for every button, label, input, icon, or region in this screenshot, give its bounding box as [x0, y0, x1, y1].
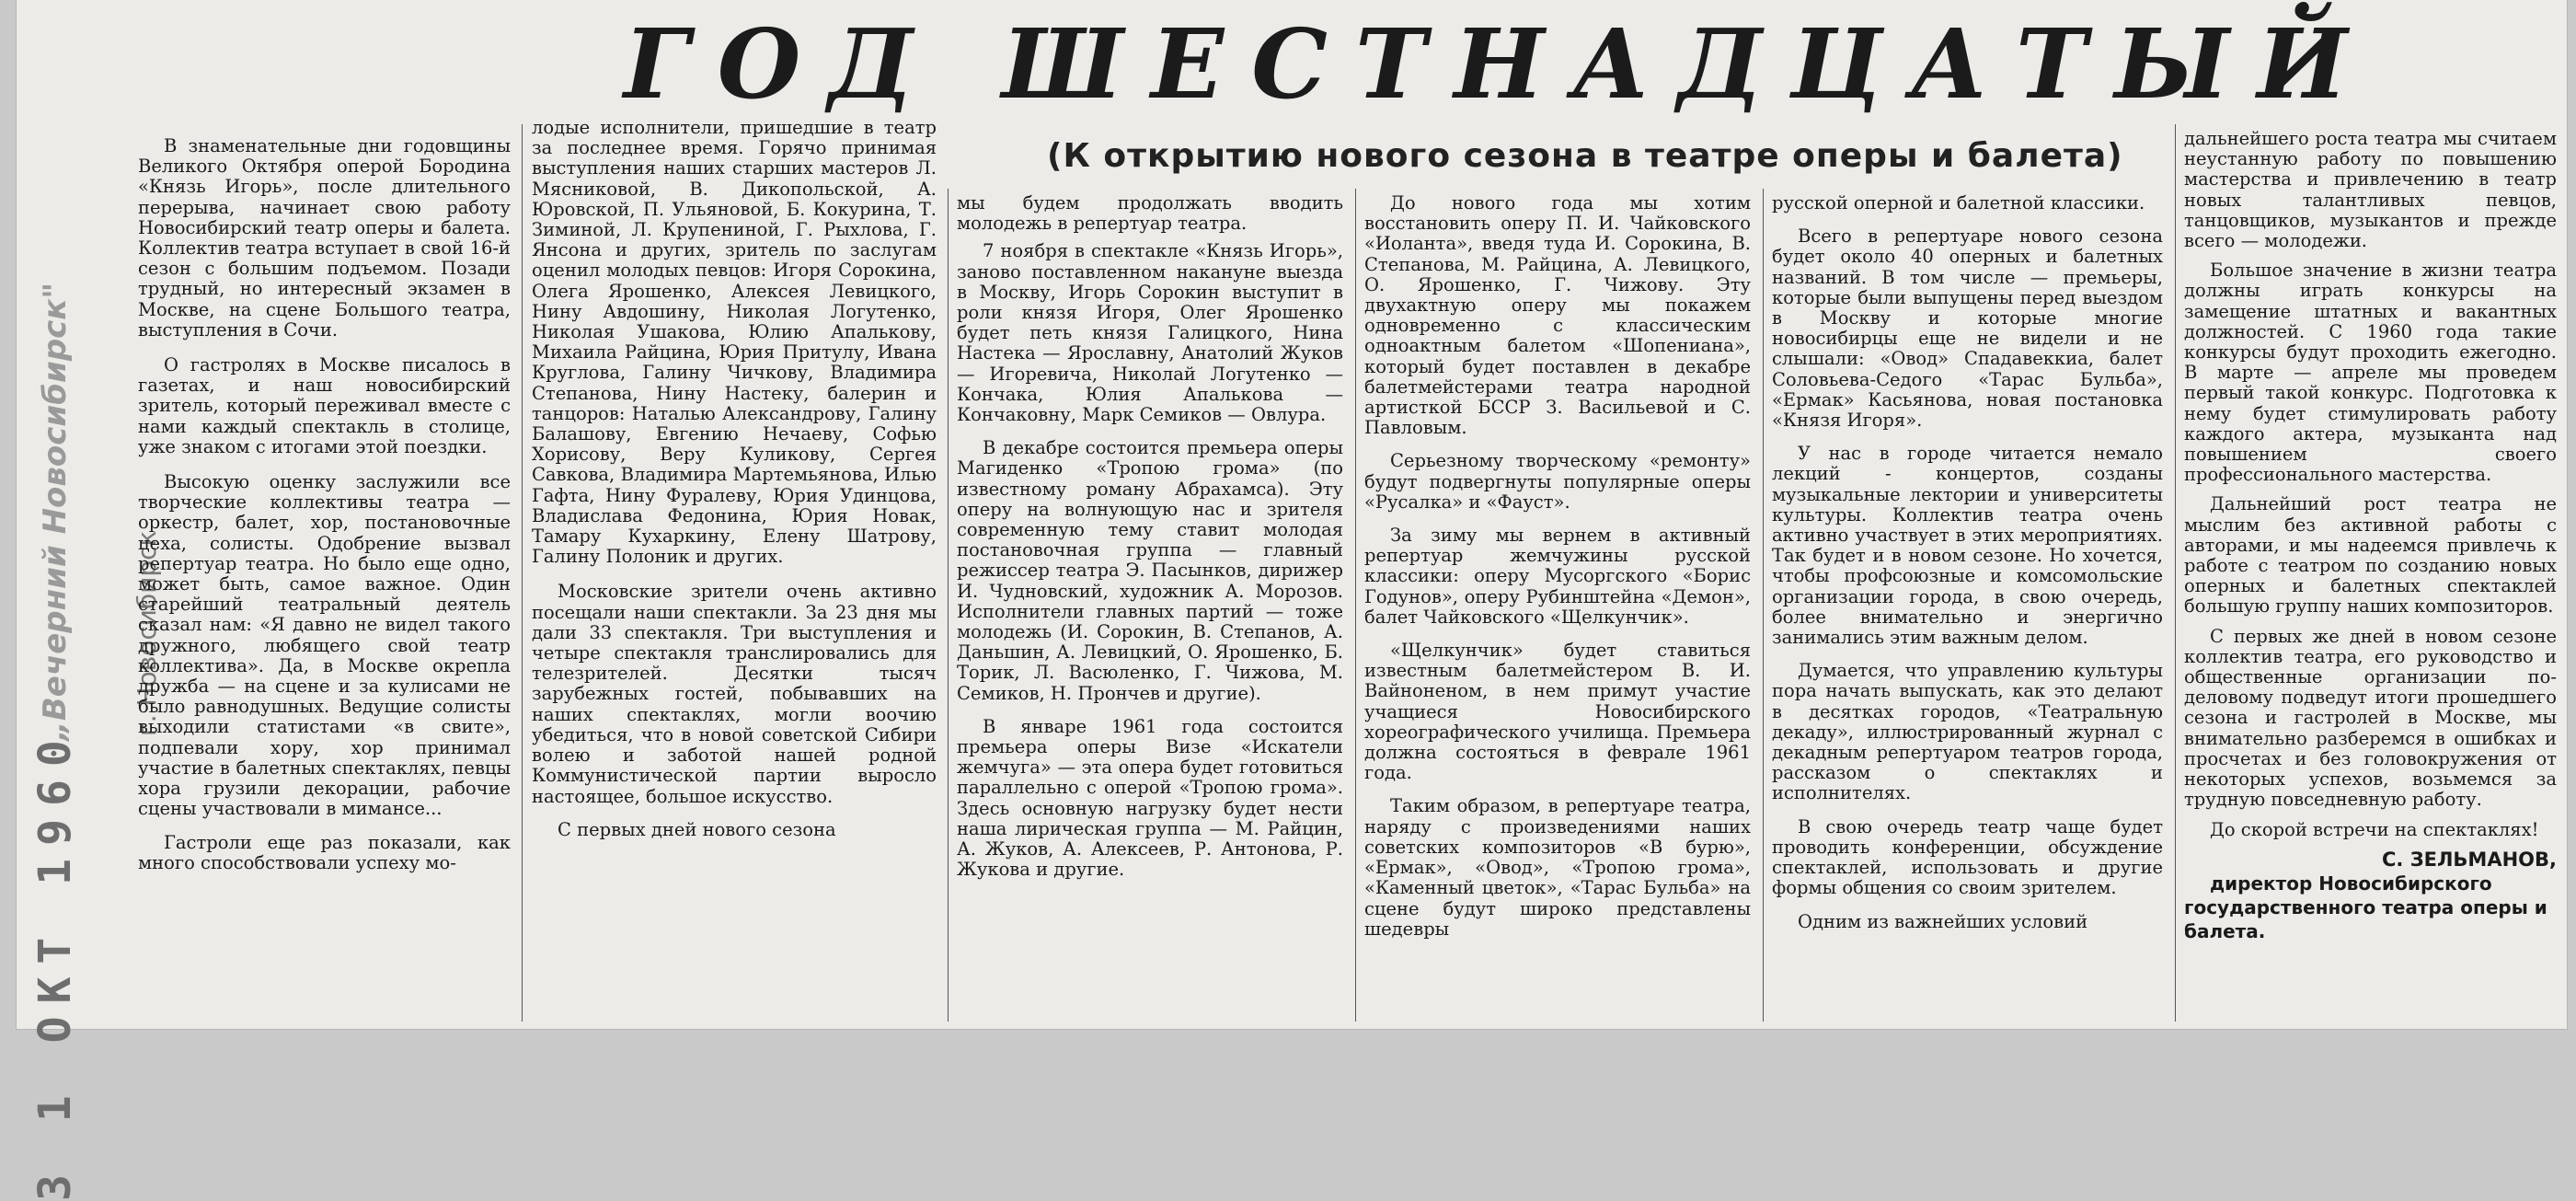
article-column-3 — [957, 193, 1343, 1022]
article-column-5 — [1772, 193, 2163, 1022]
article-column-2 — [532, 118, 937, 1020]
paragraph: С первых дней нового сезона — [558, 818, 836, 840]
article-column-1 — [138, 136, 511, 1020]
stamp-date: 3 1 ОКТ 1960 — [29, 727, 81, 1201]
author-signature: С. ЗЕЛЬМАНОВ, — [2382, 848, 2557, 871]
paragraph: До скорой встречи на спектаклях! — [2210, 818, 2539, 840]
paragraph: В январе 1961 года состоится премьера оперы Визе «Искатели жемчуга» — эта опера будет готовиться параллельно с оперой «Тропою грома». Здесь основную нагрузку будет нести наша лирическая группа — М. Райцин, А. Жуков, А. Алексеев, Р. Антонова, Р. Жукова и другие. — [957, 715, 1343, 881]
paragraph: Высокую оценку заслужили все творческие коллективы театра — оркестр, балет, хор, постановочные цеха, солисты. Одобрение вызвал репертуар театра. Но было еще одно, может быть, самое важное. Один старейший театральный деятель сказал нам: «Я давно не видел такого дружного, любящего свой театр коллектива». Да, в Москве окрепла дружба — на сцене и за кулисами не было равнодушных. Ведущие солисты выходили статистами «в свите», подпевали хору, хор принимал участие в балетных спектаклях, певцы хора грузили декорации, рабочие сцены участвовали в мимансе... — [138, 471, 511, 820]
paragraph: С первых же дней в новом сезоне коллектив театра, его руководство и общественные организации по-деловому подведут итоги прошедшего сезона и гастролей в Москве, мы внимательно разберемся в ошибках и просчетах и без головокружения от некоторых успехов, возьмемся за трудную повседневную работу. — [2184, 625, 2557, 811]
column-divider — [1355, 189, 1356, 1022]
paragraph: дальнейшего роста театра мы считаем неустанную работу по повышению мастерства и привлечению в театр новых талантливых певцов, танцовщиков, музыкантов и прежде всего — молодежи. — [2184, 129, 2557, 252]
paragraph: лодые исполнители, пришедшие в театр за последнее время. Горячо принимая выступления наших старших мастеров Л. Мясниковой, В. Дикопольской, А. Юровской, П. Ульяновой, Б. Кокурина, Т. Зиминой, Л. Крупениной, Г. Рыхлова, Г. Янсона и других, зритель по заслугам оценил молодых певцов: Игоря Сорокина, Олега Ярошенко, Алексея Левицкого, Нину Авдошину, Николая Логутенко, Николая Ушакова, Юлию Апалькову, Михаила Райцина, Юрия Притулу, Ивана Круглова, Галину Чичкову, Владимира Степанова, Нину Настеку, балерин и танцоров: Наталью Александрову, Галину Балашову, Евгению Нечаеву, Софью Хорисову, Веру Куликову, Сергея Савкова, Владимира Мартемьянова, Илью Гафта, Нину Фуралеву, Юрия Удинцова, Владислава Федонина, Юрия Новак, Тамару Кухаркину, Елену Шатрову, Галину Полоник и других. — [532, 118, 937, 568]
paragraph: русской оперной и балетной классики. — [1772, 193, 2145, 214]
paragraph: Серьезному творческому «ремонту» будут подвергнуты популярные оперы «Русалка» и «Фауст». — [1364, 450, 1751, 513]
paragraph: За зиму мы вернем в активный репертуар жемчужины русской классики: оперу Мусоргского «Борис Годунов», оперу Рубинштейна «Демон», балет Чайковского «Щелкунчик». — [1364, 525, 1751, 628]
paragraph: Таким образом, в репертуаре театра, наряду с произведениями наших советских композиторов «В бурю», «Ермак», «Овод», «Тропою грома», «Каменный цветок», «Тарас Бульба» на сцене будут широко представлены шедевры — [1364, 795, 1751, 940]
paragraph: мы будем продолжать вводить молодежь в репертуар театра. — [957, 193, 1343, 235]
stamp-city: г. Новосибирск — [132, 530, 162, 736]
paragraph: 7 ноября в спектакле «Князь Игорь», заново поставленном накануне выезда в Москву, Игорь Сорокин выступит в роли князя Игоря, Олег Ярошенко будет петь князя Галицкого, Нина Настека — Ярославну, Анатолий Жуков — Игоревича, Николай Логутенко — Кончака, Юлия Апалькова — Кончаковну, Марк Семиков — Овлура. — [957, 240, 1343, 426]
column-divider — [2175, 124, 2176, 1022]
paragraph: До нового года мы хотим восстановить оперу П. И. Чайковского «Иоланта», введя туда И. Сорокина, В. Степанова, М. Райцина, А. Левицкого, О. Ярошенко, Г. Чижову. Эту двухактную оперу мы покажем одновременно с классическим одноактным балетом «Шопениана», который будет поставлен в декабре балетмейстерами театра народной артисткой БССР З. Васильевой и С. Павловым. — [1364, 193, 1751, 439]
paragraph: В знаменательные дни годовщины Великого Октября оперой Бородина «Князь Игорь», после длительного перерыва, начинает свою работу Новосибирский театр оперы и балета. Коллектив театра вступает в свой 16-й сезон с большим подъемом. Позади трудный, но интересный экзамен в Москве, на сцене Большого театра, выступления в Сочи. — [138, 136, 511, 341]
paragraph: Думается, что управлению культуры пора начать выпускать, как это делают в десятках городов, «Театральную декаду», иллюстрированный журнал с декадным репертуаром театров города, рассказом о спектаклях и исполнителях. — [1772, 660, 2163, 804]
column-divider — [1763, 189, 1764, 1022]
paragraph: Московские зрители очень активно посещали наши спектакли. За 23 дня мы дали 33 спектакля. Три выступления и четыре спектакля транслировались для телезрителей. Десятки тысяч зарубежных гостей, побывавших на наших спектаклях, могли воочию убедиться, что в новой советской Сибири волею и заботой нашей родной Коммунистической партии выросло настоящее, большое искусство. — [532, 581, 937, 807]
paragraph: В свою очередь театр чаще будет проводить конференции, обсуждение спектаклей, использовать и другие формы общения со своим зрителем. — [1772, 815, 2163, 899]
paragraph: Всего в репертуаре нового сезона будет около 40 оперных и балетных названий. В том числе — премьеры, которые были выпущены перед выездом в Москву и которые многие новосибирцы еще не видели и не слышали: «Овод» Спадавеккиа, балет Соловьева-Седого «Тарас Бульба», «Ермак» Касьянова, новая постановка «Князя Игоря». — [1772, 225, 2163, 432]
author-position: директор Новосибирского государственного театра оперы и балета. — [2184, 872, 2547, 942]
paragraph: В декабре состоится премьера оперы Магиденко «Тропою грома» (по известному роману Абрахамса). Эту оперу на волнующую нас и зрителя современную тему ставит молодая постановочная группа — главный режиссер театра Э. Пасынков, дирижер И. Чудновский, художник А. Морозов. Исполнители главных партий — тоже молодежь (И. Сорокин, В. Степанов, А. Даньшин, А. Левицкий, О. Ярошенко, Б. Торик, Л. Васюленко, Г. Чижова, М. Семиков, Н. Прончев и другие). — [957, 437, 1343, 704]
paragraph: Гастроли еще раз показали, как много способствовали успеху мо- — [138, 831, 511, 873]
paragraph: «Щелкунчик» будет ставиться известным балетмейстером В. И. Вайноненом, в нем примут участие учащиеся Новосибирского хореографического училища. Премьера должна состояться в феврале 1961 года. — [1364, 640, 1751, 784]
paragraph: Дальнейший рост театра не мыслим без активной работы с авторами, и мы надеемся привлечь к работе с театром по созданию новых оперных и балетных спектаклей большую группу наших композиторов. — [2184, 493, 2557, 618]
newspaper-clipping — [17, 0, 2567, 1201]
library-stamp — [18, 258, 162, 1201]
column-divider — [522, 124, 523, 1022]
column-divider — [948, 189, 949, 1022]
article-headline: ГОД ШЕСТНАДЦАТЫЙ — [624, 7, 2375, 121]
paragraph: О гастролях в Москве писалось в газетах, и наш новосибирский зритель, который переживал вместе с нами каждый спектакль в столице, уже знаком с итогами этой поездки. — [138, 354, 511, 457]
stamp-newspaper-name: „Вечерний Новосибирск" — [37, 282, 74, 741]
paragraph: Одним из важнейших условий — [1798, 910, 2088, 932]
article-column-4 — [1364, 193, 1751, 1022]
article-subheadline: (К открытию нового сезона в театре оперы и балета) — [1047, 137, 2123, 175]
paragraph: Большое значение в жизни театра должны играть конкурсы на замещение штатных и вакантных должностей. С 1960 года такие конкурсы будут проходить ежегодно. В марте — апреле мы проведем первый такой конкурс. Подготовка к нему будет стимулировать работу каждого актера, музыканта над повышением своего профессионального мастерства. — [2184, 260, 2557, 486]
article-column-6 — [2184, 129, 2557, 1026]
paragraph: У нас в городе читается немало лекций - концертов, созданы музыкальные лектории и университеты культуры. Коллектив театра очень активно участвует в этих мероприятиях. Так будет и в новом сезоне. Но хочется, чтобы профсоюзные и комсомольские организации города, в свою очередь, более внимательно и энергично занимались этим важным делом. — [1772, 443, 2163, 649]
